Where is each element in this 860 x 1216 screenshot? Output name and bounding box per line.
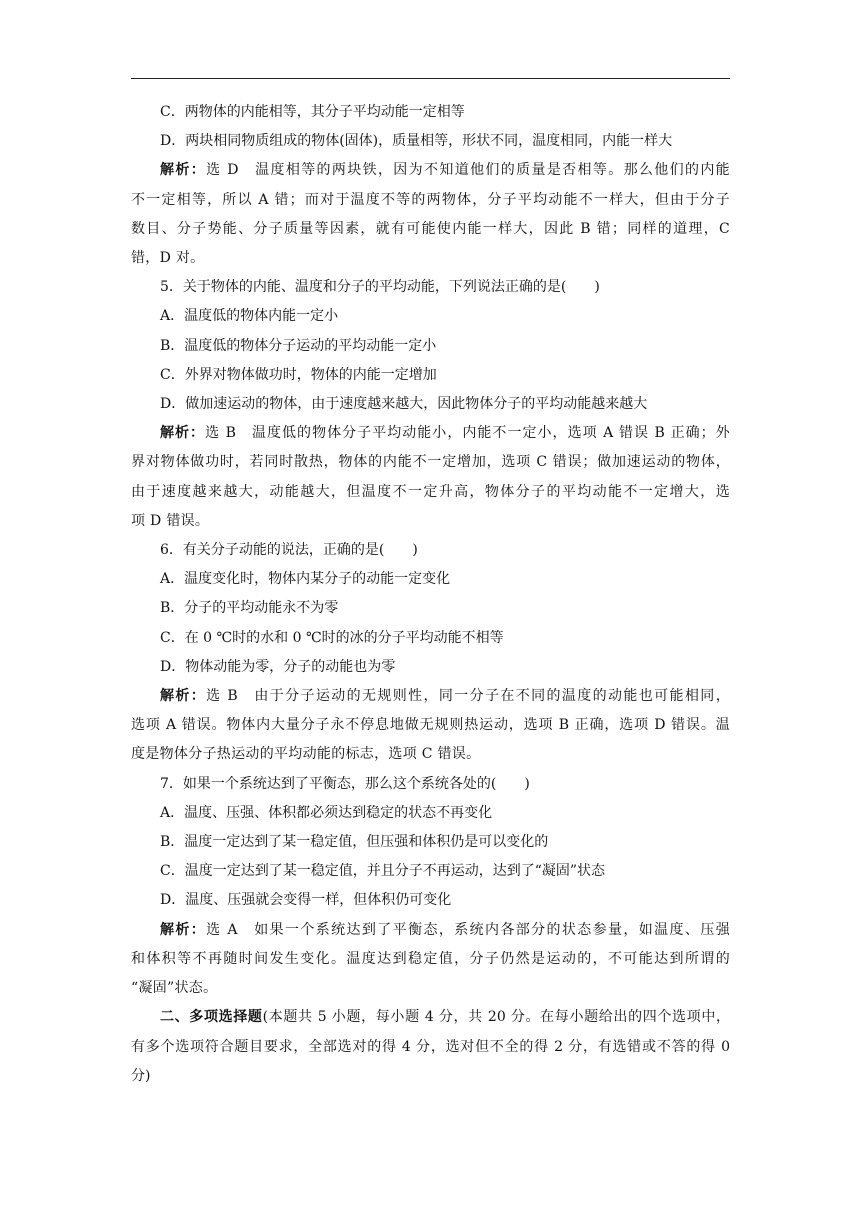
analysis-line: “凝固”状态。 — [131, 980, 218, 997]
analysis-line — [131, 682, 730, 711]
section-heading — [131, 1003, 730, 1032]
option-c: C．两物体的内能相等，其分子平均动能一定相等 — [160, 104, 465, 120]
analysis-line: 度是物体分子热运动的平均动能的标志，选项 C 错误。 — [131, 746, 481, 763]
analysis-text: 选 A 如果一个系统达到了平衡态，系统内各部分的状态参量，如温度、压强 — [206, 921, 730, 938]
analysis-line: 数目、分子势能、分子质量等因素，就有可能使内能一样大，因此 B 错；同样的道理，C — [131, 220, 730, 237]
option-d: D．物体动能为零，分子的动能也为零 — [160, 658, 396, 675]
section-title: 二、多项选择题 — [160, 1009, 263, 1026]
analysis-line — [131, 419, 730, 448]
analysis-label: 解析： — [160, 425, 206, 442]
option-a: A．温度低的物体内能一定小 — [160, 308, 339, 325]
document-body — [131, 98, 730, 1091]
analysis-line: 项 D 错误。 — [131, 512, 210, 529]
option-a: A．温度变化时，物体内某分子的动能一定变化 — [160, 571, 451, 588]
option-b: B．温度一定达到了某一稳定值，但压强和体积仍是可以变化的 — [160, 834, 549, 851]
analysis-line: 和体积等不再随时间发生变化。温度达到稳定值，分子仍然是运动的，不可能达到所谓的 — [131, 950, 730, 967]
analysis-text: 选 B 由于分子运动的无规则性，同一分子在不同的温度的动能也可能相同， — [206, 688, 730, 705]
analysis-label: 解析： — [160, 921, 207, 938]
analysis-line — [131, 156, 730, 185]
section-instructions-line: 分) — [131, 1067, 151, 1084]
option-d: D．做加速运动的物体，由于速度越来越大，因此物体分子的平均动能越来越大 — [160, 396, 648, 413]
analysis-line — [131, 916, 730, 945]
section-instructions: (本题共 5 小题，每小题 4 分，共 20 分。在每小题给出的四个选项中， — [262, 1009, 731, 1026]
question-6-stem: 6．有关分子动能的说法，正确的是( ) — [160, 542, 418, 559]
analysis-line: 错，D 对。 — [131, 250, 205, 267]
analysis-label: 解析： — [160, 162, 207, 179]
option-c: C．外界对物体做功时，物体的内能一定增加 — [160, 366, 437, 383]
header-rule — [131, 78, 730, 79]
section-instructions-line: 有多个选项符合题目要求，全部选对的得 4 分，选对但不全的得 2 分，有选错或不答的得 0 — [131, 1038, 730, 1055]
option-b: B．温度低的物体分子运动的平均动能一定小 — [160, 337, 437, 354]
analysis-line: 不一定相等，所以 A 错；而对于温度不等的两物体，分子平均动能不一样大，但由于分子 — [131, 191, 730, 208]
analysis-text: 选 D 温度相等的两块铁，因为不知道他们的质量是否相等。那么他们的内能 — [206, 162, 730, 179]
option-a: A．温度、压强、体积都必须达到稳定的状态不再变化 — [160, 804, 493, 821]
option-d: D．两块相同物质组成的物体(固体)，质量相等，形状不同，温度相同，内能一样大 — [160, 133, 673, 150]
analysis-line: 界对物体做功时，若同时散热，物体的内能不一定增加，选项 C 错误；做加速运动的物体， — [131, 454, 730, 471]
option-c: C．在 0 ℃时的水和 0 ℃时的冰的分子平均动能不相等 — [160, 629, 504, 646]
question-5-stem: 5．关于物体的内能、温度和分子的平均动能，下列说法正确的是( ) — [160, 279, 600, 296]
option-b: B．分子的平均动能永不为零 — [160, 600, 339, 617]
analysis-text: 选 B 温度低的物体分子平均动能小，内能不一定小，选项 A 错误 B 正确；外 — [205, 425, 730, 442]
analysis-label: 解析： — [160, 688, 207, 705]
question-7-stem: 7．如果一个系统达到了平衡态，那么这个系统各处的( ) — [160, 775, 530, 792]
option-c: C．温度一定达到了某一稳定值，并且分子不再运动，达到了“凝固”状态 — [160, 863, 606, 880]
analysis-line: 选项 A 错误。物体内大量分子永不停息地做无规则热运动，选项 B 正确，选项 D 错误。温 — [131, 717, 730, 734]
option-d: D．温度、压强就会变得一样，但体积仍可变化 — [160, 892, 452, 909]
analysis-line: 由于速度越来越大，动能越大，但温度不一定升高，物体分子的平均动能不一定增大，选 — [131, 483, 730, 500]
